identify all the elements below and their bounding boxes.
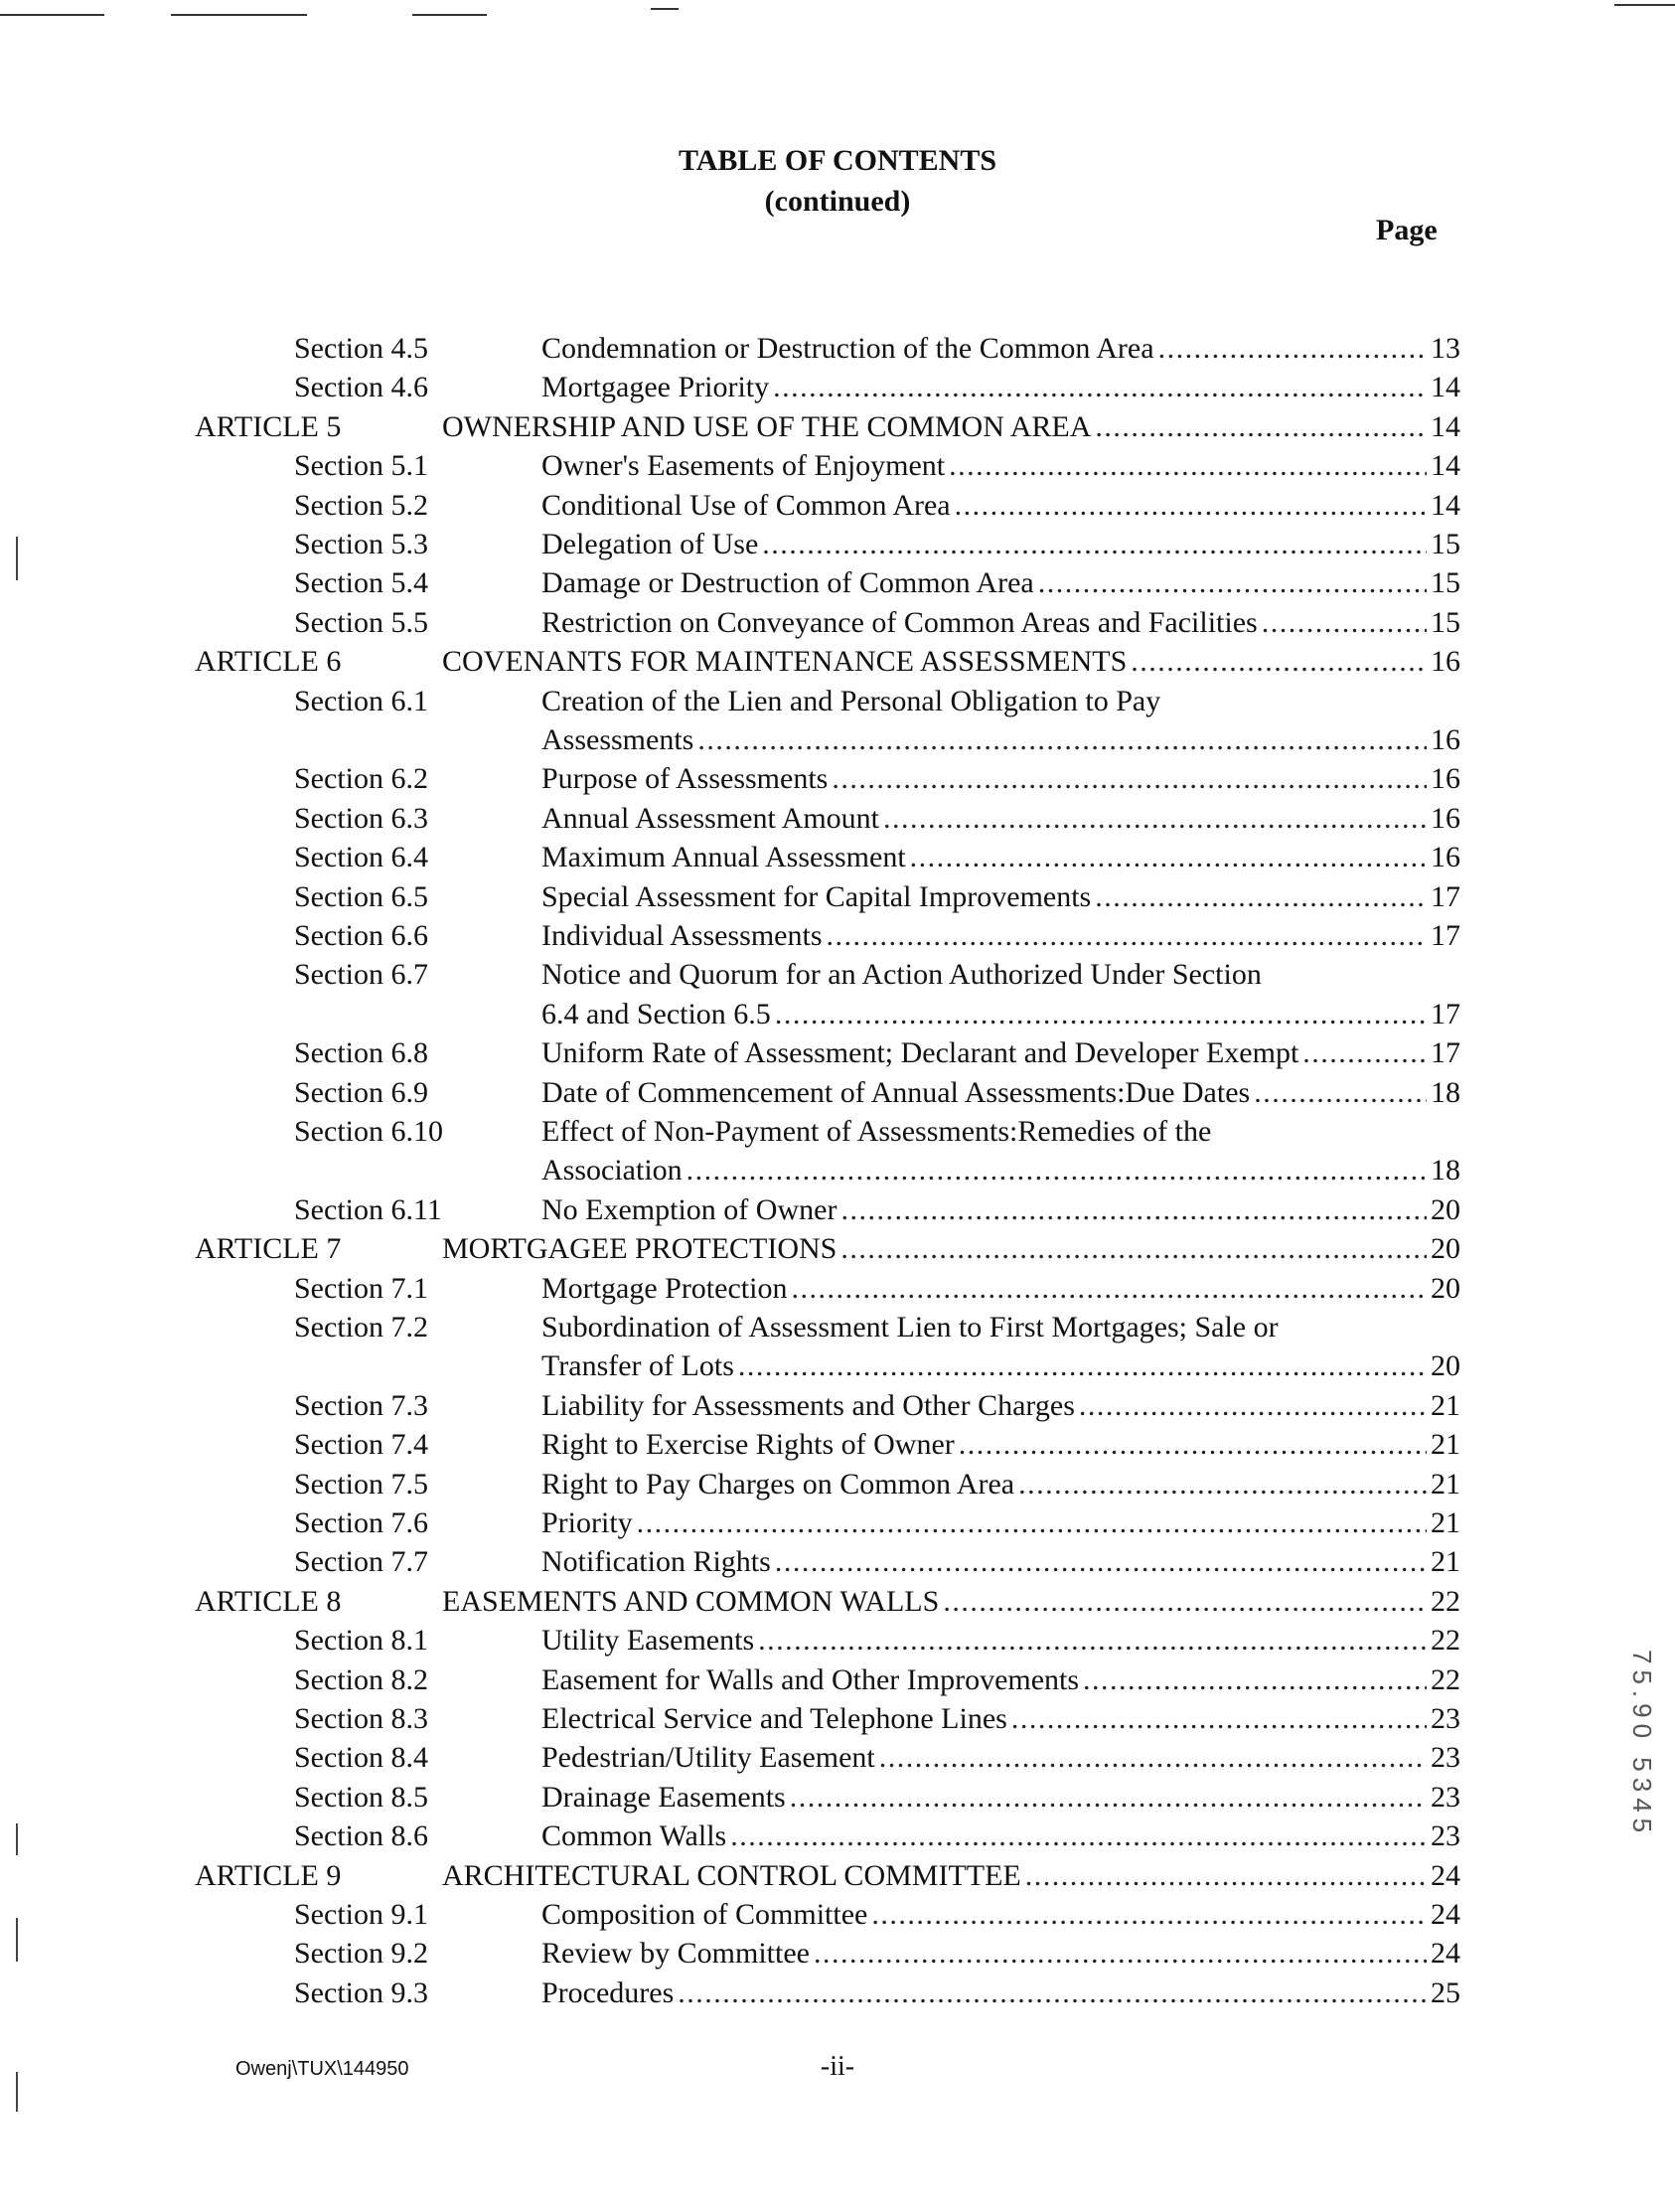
toc-entry: [442, 1584, 1460, 1620]
toc-entry: [541, 957, 1460, 993]
scan-artifact: [1614, 4, 1675, 6]
entry-title: Condemnation or Destruction of the Common Area: [541, 332, 1154, 365]
dot-leader: [910, 840, 1427, 875]
entry-title: Uniform Rate of Assessment; Declarant and Developer Exempt: [541, 1036, 1299, 1069]
page-number-ref: 15: [1431, 566, 1460, 599]
page-number-ref: 23: [1431, 1741, 1460, 1774]
page-number-ref: 21: [1431, 1468, 1460, 1501]
entry-title: ARCHITECTURAL CONTROL COMMITTEE: [442, 1859, 1021, 1892]
toc-entry: [541, 1662, 1460, 1698]
dot-leader: [775, 997, 1427, 1032]
dot-leader: [1038, 565, 1427, 601]
page-number-ref: 14: [1431, 371, 1460, 403]
dot-leader: [1083, 1662, 1427, 1698]
entry-title: 6.4 and Section 6.5: [541, 998, 771, 1030]
toc-continuation-row: [0, 722, 1675, 758]
entry-title: Damage or Destruction of Common Area: [541, 566, 1034, 599]
toc-section-row: [0, 1818, 1675, 1854]
entry-title: Owner's Easements of Enjoyment: [541, 449, 946, 482]
page-number-ref: 21: [1431, 1545, 1460, 1578]
page-number-ref: 21: [1431, 1506, 1460, 1539]
toc-entry: [541, 1544, 1460, 1580]
section-label: Section 5.4: [294, 566, 428, 599]
page-number-ref: 16: [1431, 762, 1460, 795]
page-column-header: Page: [1376, 214, 1438, 246]
toc-entry: [541, 684, 1460, 719]
toc-article-row: [0, 1231, 1675, 1267]
page-number-ref: 23: [1431, 1819, 1460, 1852]
toc-entry: [541, 1897, 1460, 1933]
toc-entry: [541, 1936, 1460, 1972]
page-subtitle: (continued): [764, 185, 911, 218]
section-label: Section 6.6: [294, 919, 428, 952]
toc-entry: [541, 1427, 1460, 1463]
dot-leader: [758, 1623, 1427, 1659]
entry-title: Annual Assessment Amount: [541, 802, 880, 835]
page-number-ref: 20: [1431, 1272, 1460, 1305]
page-number-ref: 20: [1431, 1232, 1460, 1265]
page-number-ref: 21: [1431, 1389, 1460, 1422]
toc-section-row: [0, 1310, 1675, 1345]
section-label: Section 6.10: [294, 1115, 443, 1148]
toc-entry: [541, 1388, 1460, 1424]
toc-section-row: [0, 1271, 1675, 1307]
scan-artifact: [651, 8, 679, 10]
dot-leader: [686, 1153, 1427, 1188]
page-title: TABLE OF CONTENTS: [678, 144, 997, 177]
entry-title: Right to Exercise Rights of Owner: [541, 1428, 955, 1461]
dot-leader: [738, 1348, 1427, 1384]
page-number-ref: 22: [1431, 1585, 1460, 1618]
toc-section-row: [0, 1780, 1675, 1816]
entry-title: Mortgagee Priority: [541, 371, 770, 403]
dot-leader: [1018, 1467, 1427, 1502]
entry-title: Notice and Quorum for an Action Authorized Under Section: [541, 958, 1262, 991]
page-number-ref: 20: [1431, 1193, 1460, 1226]
entry-title: Procedures: [541, 1976, 675, 2009]
toc-entry: [541, 605, 1460, 641]
dot-leader: [814, 1936, 1427, 1972]
toc-section-row: [0, 1662, 1675, 1698]
entry-title: Special Assessment for Capital Improvements: [541, 880, 1092, 913]
toc-entry: [442, 409, 1460, 445]
toc-entry: [541, 448, 1460, 484]
section-label: Section 7.5: [294, 1468, 428, 1501]
scan-artifact: [171, 14, 307, 16]
page-number: -ii-: [820, 2051, 855, 2082]
section-label: Section 6.3: [294, 802, 428, 835]
toc-entry: [541, 1153, 1460, 1188]
toc-section-row: [0, 918, 1675, 954]
page-number-ref: 17: [1431, 919, 1460, 952]
section-label: Section 7.2: [294, 1311, 428, 1343]
page-number-ref: 14: [1431, 410, 1460, 443]
toc-entry: [442, 1231, 1460, 1267]
page-number-ref: 17: [1431, 880, 1460, 913]
section-label: Section 5.5: [294, 606, 428, 639]
entry-title: Pedestrian/Utility Easement: [541, 1741, 875, 1774]
article-label: ARTICLE 6: [195, 645, 342, 678]
toc-article-row: [0, 1584, 1675, 1620]
section-label: Section 9.1: [294, 1898, 428, 1931]
page-number-ref: 21: [1431, 1428, 1460, 1461]
toc-entry: [442, 644, 1460, 680]
toc-entry: [442, 1858, 1460, 1894]
page-number-ref: 16: [1431, 802, 1460, 835]
dot-leader: [827, 918, 1428, 954]
toc-section-row: [0, 1544, 1675, 1580]
entry-title: Composition of Committee: [541, 1898, 868, 1931]
toc-section-row: [0, 1505, 1675, 1541]
entry-title: Electrical Service and Telephone Lines: [541, 1702, 1007, 1735]
toc-section-row: [0, 331, 1675, 367]
dot-leader: [637, 1505, 1427, 1541]
page-number-ref: 17: [1431, 998, 1460, 1030]
toc-entry: [541, 1975, 1460, 2011]
entry-title: Conditional Use of Common Area: [541, 489, 951, 522]
dot-leader: [883, 801, 1427, 837]
page-number-ref: 18: [1431, 1076, 1460, 1109]
toc-entry: [541, 1035, 1460, 1071]
toc-section-row: [0, 1897, 1675, 1933]
toc-section-row: [0, 1388, 1675, 1424]
page-number-ref: 18: [1431, 1154, 1460, 1186]
entry-title: Association: [541, 1154, 683, 1186]
toc-continuation-row: [0, 1348, 1675, 1384]
entry-title: Liability for Assessments and Other Charges: [541, 1389, 1075, 1422]
page-number-ref: 15: [1431, 528, 1460, 560]
dot-leader: [791, 1271, 1427, 1307]
page-number-ref: 24: [1431, 1898, 1460, 1931]
entry-title: Subordination of Assessment Lien to First Mortgages; Sale or: [541, 1311, 1279, 1343]
dot-leader: [1158, 331, 1427, 367]
dot-leader: [678, 1975, 1427, 2011]
toc-section-row: [0, 1701, 1675, 1737]
entry-title: Purpose of Assessments: [541, 762, 829, 795]
toc-section-row: [0, 448, 1675, 484]
article-label: ARTICLE 5: [195, 410, 342, 443]
toc-entry: [541, 1192, 1460, 1228]
section-label: Section 6.7: [294, 958, 428, 991]
dot-leader: [943, 1584, 1427, 1620]
toc-entry: [541, 1467, 1460, 1502]
toc-entry: [541, 527, 1460, 562]
entry-title: Common Walls: [541, 1819, 727, 1852]
page-number-ref: 22: [1431, 1663, 1460, 1696]
toc-entry: [541, 1271, 1460, 1307]
section-label: Section 5.3: [294, 528, 428, 560]
entry-title: Mortgage Protection: [541, 1272, 788, 1305]
dot-leader: [1011, 1701, 1427, 1737]
section-label: Section 6.4: [294, 841, 428, 873]
page-number-ref: 24: [1431, 1859, 1460, 1892]
section-label: Section 8.4: [294, 1741, 428, 1774]
toc-entry: [541, 1701, 1460, 1737]
dot-leader: [775, 1544, 1427, 1580]
toc-section-row: [0, 605, 1675, 641]
toc-section-row: [0, 488, 1675, 524]
dot-leader: [840, 1231, 1427, 1267]
dot-leader: [1079, 1388, 1427, 1424]
section-label: Section 8.1: [294, 1624, 428, 1657]
entry-title: Review by Committee: [541, 1937, 810, 1970]
section-label: Section 6.9: [294, 1076, 428, 1109]
entry-title: Delegation of Use: [541, 528, 759, 560]
page-number-ref: 15: [1431, 606, 1460, 639]
dot-leader: [1262, 605, 1427, 641]
dot-leader: [790, 1780, 1427, 1816]
dot-leader: [955, 488, 1427, 524]
toc-entry: [541, 488, 1460, 524]
toc-entry: [541, 1348, 1460, 1384]
section-label: Section 6.8: [294, 1036, 428, 1069]
entry-title: Priority: [541, 1506, 633, 1539]
entry-title: Transfer of Lots: [541, 1349, 734, 1382]
entry-title: Easement for Walls and Other Improvements: [541, 1663, 1080, 1696]
section-label: Section 7.4: [294, 1428, 428, 1461]
section-label: Section 6.5: [294, 880, 428, 913]
toc-section-row: [0, 1035, 1675, 1071]
entry-title: OWNERSHIP AND USE OF THE COMMON AREA: [442, 410, 1092, 443]
toc-section-row: [0, 1427, 1675, 1463]
toc-entry: [541, 879, 1460, 915]
page-number-ref: 16: [1431, 645, 1460, 678]
toc-section-row: [0, 801, 1675, 837]
toc-section-row: [0, 1467, 1675, 1502]
section-label: Section 6.2: [294, 762, 428, 795]
toc-section-row: [0, 1975, 1675, 2011]
toc-section-row: [0, 1623, 1675, 1659]
toc-entry: [541, 1505, 1460, 1541]
page-number-ref: 14: [1431, 489, 1460, 522]
toc-section-row: [0, 840, 1675, 875]
entry-title: Effect of Non-Payment of Assessments:Remedies of the: [541, 1115, 1212, 1148]
document-file-id: Owenj\TUX\144950: [235, 2058, 409, 2080]
toc-section-row: [0, 527, 1675, 562]
entry-title: Date of Commencement of Annual Assessments:Due Dates: [541, 1076, 1251, 1109]
toc-entry: [541, 997, 1460, 1032]
section-label: Section 7.7: [294, 1545, 428, 1578]
toc-entry: [541, 370, 1460, 405]
toc-section-row: [0, 565, 1675, 601]
section-label: Section 6.11: [294, 1193, 442, 1226]
toc-section-row: [0, 957, 1675, 993]
entry-title: Restriction on Conveyance of Common Areas and Facilities: [541, 606, 1258, 639]
entry-title: Utility Easements: [541, 1624, 755, 1657]
page-number-ref: 16: [1431, 841, 1460, 873]
dot-leader: [871, 1897, 1427, 1933]
entry-title: Right to Pay Charges on Common Area: [541, 1468, 1015, 1501]
section-label: Section 7.6: [294, 1506, 428, 1539]
toc-entry: [541, 722, 1460, 758]
page-number-ref: 23: [1431, 1702, 1460, 1735]
section-label: Section 7.1: [294, 1272, 428, 1305]
section-label: Section 9.3: [294, 1976, 428, 2009]
dot-leader: [762, 527, 1427, 562]
page-number-ref: 14: [1431, 449, 1460, 482]
section-label: Section 5.1: [294, 449, 428, 482]
toc-section-row: [0, 879, 1675, 915]
toc-section-row: [0, 1740, 1675, 1776]
toc-article-row: [0, 644, 1675, 680]
section-label: Section 8.6: [294, 1819, 428, 1852]
scan-artifact: [0, 14, 104, 16]
entry-title: Individual Assessments: [541, 919, 823, 952]
toc-entry: [541, 331, 1460, 367]
dot-leader: [1095, 879, 1427, 915]
toc-entry: [541, 1780, 1460, 1816]
dot-leader: [773, 370, 1427, 405]
toc-section-row: [0, 1192, 1675, 1228]
entry-title: No Exemption of Owner: [541, 1193, 838, 1226]
dot-leader: [1254, 1075, 1427, 1111]
entry-title: EASEMENTS AND COMMON WALLS: [442, 1585, 940, 1618]
toc-entry: [541, 761, 1460, 797]
toc-section-row: [0, 761, 1675, 797]
toc-continuation-row: [0, 997, 1675, 1032]
section-label: Section 5.2: [294, 489, 428, 522]
entry-title: COVENANTS FOR MAINTENANCE ASSESSMENTS: [442, 645, 1128, 678]
toc-entry: [541, 1740, 1460, 1776]
dot-leader: [730, 1818, 1427, 1854]
dot-leader: [840, 1192, 1427, 1228]
page-number-ref: 17: [1431, 1036, 1460, 1069]
dot-leader: [949, 448, 1427, 484]
section-label: Section 4.5: [294, 332, 428, 365]
toc-section-row: [0, 1075, 1675, 1111]
page-number-ref: 16: [1431, 723, 1460, 756]
page-number-ref: 20: [1431, 1349, 1460, 1382]
section-label: Section 7.3: [294, 1389, 428, 1422]
dot-leader: [1025, 1858, 1427, 1894]
toc-entry: [541, 1818, 1460, 1854]
article-label: ARTICLE 7: [195, 1232, 342, 1265]
entry-title: Creation of the Lien and Personal Obligation to Pay: [541, 685, 1161, 717]
toc-entry: [541, 1623, 1460, 1659]
toc-entry: [541, 801, 1460, 837]
section-label: Section 9.2: [294, 1937, 428, 1970]
toc-entry: [541, 1114, 1460, 1150]
toc-article-row: [0, 1858, 1675, 1894]
section-label: Section 4.6: [294, 371, 428, 403]
toc-entry: [541, 565, 1460, 601]
entry-title: Drainage Easements: [541, 1781, 786, 1814]
page-number-ref: 24: [1431, 1937, 1460, 1970]
toc-section-row: [0, 1114, 1675, 1150]
toc-entry: [541, 1075, 1460, 1111]
toc-entry: [541, 918, 1460, 954]
entry-title: Assessments: [541, 723, 694, 756]
toc-article-row: [0, 409, 1675, 445]
dot-leader: [1095, 409, 1427, 445]
dot-leader: [1131, 644, 1427, 680]
entry-title: MORTGAGEE PROTECTIONS: [442, 1232, 838, 1265]
dot-leader: [879, 1740, 1427, 1776]
page-number-ref: 13: [1431, 332, 1460, 365]
scan-artifact: [412, 14, 487, 16]
section-label: Section 6.1: [294, 685, 428, 717]
toc-section-row: [0, 684, 1675, 719]
toc-entry: [541, 840, 1460, 875]
dot-leader: [959, 1427, 1427, 1463]
section-label: Section 8.3: [294, 1702, 428, 1735]
page-number-ref: 22: [1431, 1624, 1460, 1657]
page-number-ref: 23: [1431, 1781, 1460, 1814]
toc-entry: [541, 1310, 1460, 1345]
section-label: Section 8.2: [294, 1663, 428, 1696]
article-label: ARTICLE 8: [195, 1585, 342, 1618]
section-label: Section 8.5: [294, 1781, 428, 1814]
entry-title: Notification Rights: [541, 1545, 771, 1578]
toc-continuation-row: [0, 1153, 1675, 1188]
toc-section-row: [0, 1936, 1675, 1972]
recording-stamp: 75.90 5345: [1627, 1649, 1657, 1839]
toc-section-row: [0, 370, 1675, 405]
article-label: ARTICLE 9: [195, 1859, 342, 1892]
dot-leader: [697, 722, 1427, 758]
page-number-ref: 25: [1431, 1976, 1460, 2009]
dot-leader: [832, 761, 1427, 797]
entry-title: Maximum Annual Assessment: [541, 841, 906, 873]
dot-leader: [1302, 1035, 1427, 1071]
